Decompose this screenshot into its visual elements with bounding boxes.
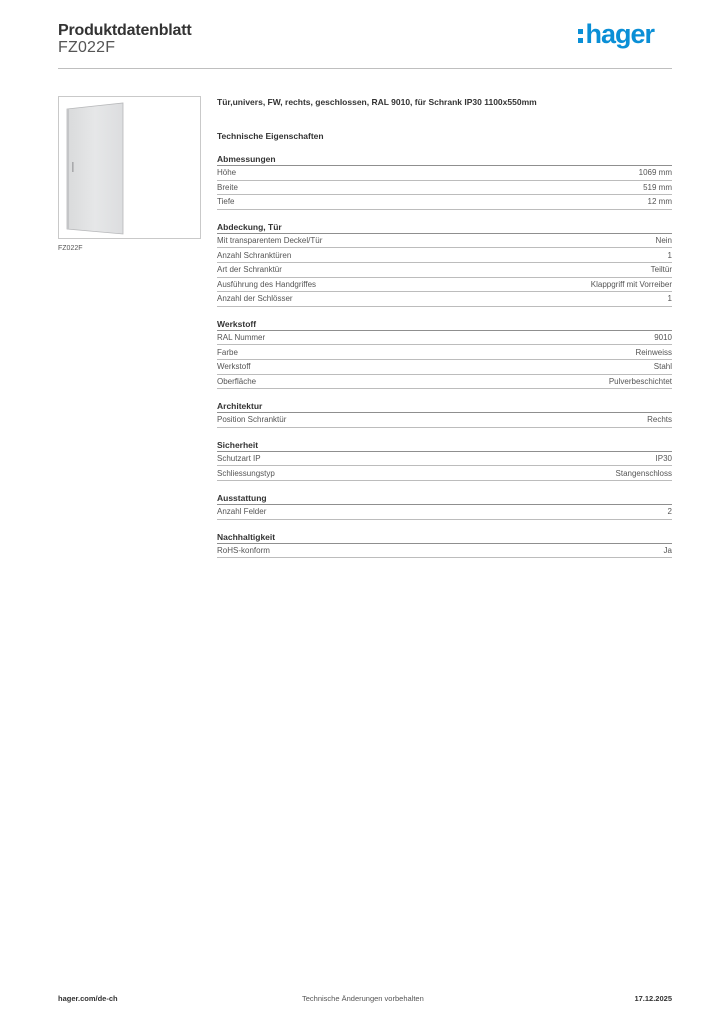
product-code: FZ022F — [58, 39, 116, 56]
spec-value: 1 — [667, 294, 672, 304]
spec-label: Anzahl der Schlösser — [217, 294, 293, 304]
spec-group — [217, 492, 672, 520]
spec-row — [217, 166, 672, 181]
spec-row — [217, 345, 672, 360]
group-heading: Ausstattung — [217, 492, 672, 505]
spec-label: Schliessungstyp — [217, 468, 275, 478]
footer-date: 17.12.2025 — [634, 994, 672, 1003]
spec-label: Art der Schranktür — [217, 265, 282, 275]
footer-website: hager.com/de-ch — [58, 994, 118, 1003]
logo-dots-icon — [578, 29, 583, 43]
spec-value: Stahl — [653, 362, 672, 372]
logo-text: hager — [585, 19, 654, 49]
spec-group — [217, 318, 672, 389]
page-header — [58, 20, 672, 69]
spec-value: 9010 — [654, 333, 672, 343]
cabinet-door-icon — [65, 101, 195, 236]
spec-value: 12 mm — [647, 197, 672, 207]
spec-value: Nein — [655, 236, 672, 246]
spec-row — [217, 248, 672, 263]
group-heading: Nachhaltigkeit — [217, 531, 672, 544]
spec-label: Farbe — [217, 347, 238, 357]
spec-row — [217, 234, 672, 249]
spec-group — [217, 221, 672, 307]
spec-value: Teiltür — [650, 265, 672, 275]
spec-label: Anzahl Schranktüren — [217, 250, 292, 260]
spec-label: Schutzart IP — [217, 454, 261, 464]
spec-value: 2 — [667, 507, 672, 517]
spec-row — [217, 452, 672, 467]
section-title: Technische Eigenschaften — [217, 131, 324, 141]
spec-value: Klappgriff mit Vorreiber — [590, 279, 672, 289]
spec-row — [217, 195, 672, 210]
product-image — [58, 96, 201, 239]
spec-row — [217, 181, 672, 196]
spec-group — [217, 439, 672, 481]
spec-label: Position Schranktür — [217, 415, 287, 425]
spec-label: Oberfläche — [217, 376, 257, 386]
spec-label: Breite — [217, 182, 238, 192]
spec-value: Reinweiss — [635, 347, 672, 357]
spec-row — [217, 466, 672, 481]
spec-group — [217, 400, 672, 428]
spec-row — [217, 544, 672, 559]
product-description: Tür,univers, FW, rechts, geschlossen, RAL 9010, für Schrank IP30 1100x550mm — [217, 97, 537, 107]
spec-row — [217, 263, 672, 278]
spec-label: Ausführung des Handgriffes — [217, 279, 317, 289]
brand-logo — [578, 20, 654, 48]
spec-label: Werkstoff — [217, 362, 251, 372]
spec-value: Pulverbeschichtet — [608, 376, 672, 386]
spec-row — [217, 278, 672, 293]
spec-groups — [217, 153, 672, 558]
spec-value: 1 — [667, 250, 672, 260]
spec-value: 519 mm — [643, 182, 672, 192]
spec-label: Tiefe — [217, 197, 235, 207]
spec-label: Höhe — [217, 168, 237, 178]
spec-label: Mit transparentem Deckel/Tür — [217, 236, 323, 246]
spec-row — [217, 331, 672, 346]
spec-label: RAL Nummer — [217, 333, 266, 343]
spec-group — [217, 531, 672, 559]
group-heading: Sicherheit — [217, 439, 672, 452]
page-title: Produktdatenblatt — [58, 22, 192, 39]
spec-label: RoHS-konform — [217, 545, 270, 555]
footer-note: Technische Änderungen vorbehalten — [302, 994, 424, 1003]
group-heading: Architektur — [217, 400, 672, 413]
spec-value: 1069 mm — [638, 168, 672, 178]
spec-row — [217, 505, 672, 520]
spec-value: Ja — [663, 545, 672, 555]
page-footer — [58, 994, 672, 1008]
spec-label: Anzahl Felder — [217, 507, 267, 517]
spec-group — [217, 153, 672, 210]
spec-row — [217, 413, 672, 428]
spec-value: IP30 — [655, 454, 672, 464]
spec-row — [217, 292, 672, 307]
spec-content — [217, 95, 672, 558]
group-heading: Abmessungen — [217, 153, 672, 166]
group-heading: Werkstoff — [217, 318, 672, 331]
spec-value: Stangenschloss — [615, 468, 672, 478]
spec-value: Rechts — [647, 415, 672, 425]
group-heading: Abdeckung, Tür — [217, 221, 672, 234]
image-caption: FZ022F — [58, 245, 83, 252]
spec-row — [217, 360, 672, 375]
spec-row — [217, 375, 672, 390]
